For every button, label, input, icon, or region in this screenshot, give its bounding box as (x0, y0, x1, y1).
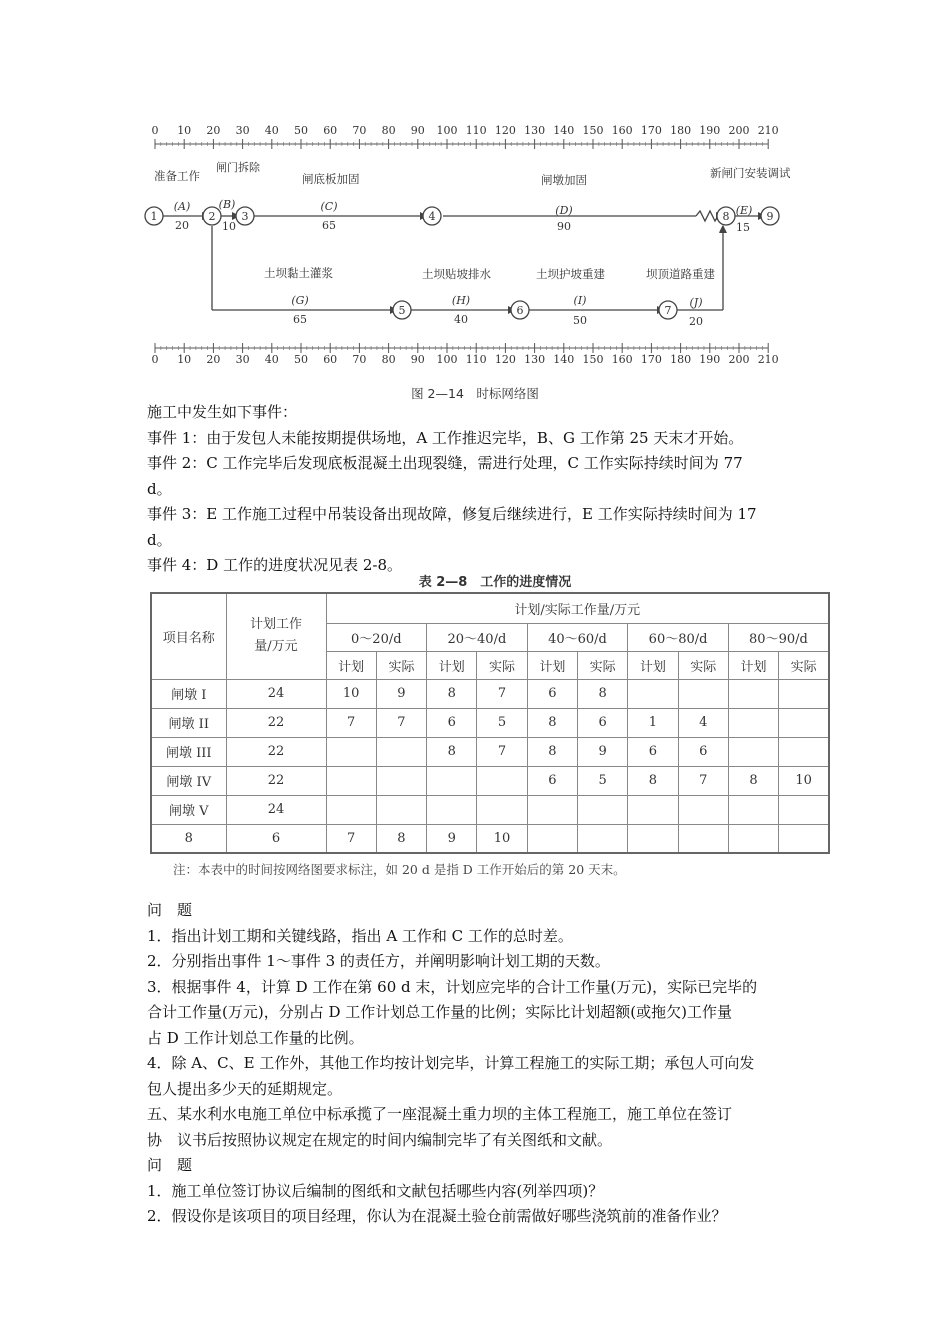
activity-E-duration: 15 (736, 221, 750, 234)
header-plan-actual-group: 计划/实际工作量/万元 (326, 593, 829, 623)
table-cell (477, 795, 527, 824)
activity-A-name: 准备工作 (154, 169, 200, 183)
table-cell (728, 708, 778, 737)
progress-table (150, 592, 830, 854)
table-cell: 5 (477, 708, 527, 737)
axis-tick-label: 150 (582, 353, 604, 366)
row-planned-quantity: 6 (226, 824, 326, 853)
axis-tick-label: 170 (640, 124, 662, 137)
questions-heading: 问 题 (147, 901, 193, 919)
network-node-label: 6 (516, 304, 524, 317)
axis-tick-label: 80 (381, 124, 396, 137)
row-planned-quantity: 22 (226, 708, 326, 737)
activity-G-code: (G) (291, 294, 309, 307)
time-scaled-network-diagram (130, 118, 790, 398)
event-2-line2: d。 (147, 479, 172, 498)
axis-tick-label: 190 (699, 353, 721, 366)
table-cell: 4 (678, 708, 728, 737)
table-cell (728, 824, 778, 853)
table-cell (678, 824, 728, 853)
table-cell: 6 (527, 679, 577, 708)
table-cell: 6 (577, 708, 627, 737)
table-cell: 6 (527, 766, 577, 795)
axis-tick-label: 60 (323, 353, 338, 366)
network-node-label: 2 (208, 210, 216, 223)
table-cell: 7 (477, 679, 527, 708)
table-cell (326, 737, 376, 766)
question-3-line1: 3．根据事件 4，计算 D 工作在第 60 d 末，计划应完毕的合计工作量(万元)，实际已完毕的 (147, 977, 758, 996)
table-cell: 8 (427, 737, 477, 766)
axis-tick-label: 140 (553, 353, 575, 366)
axis-tick-label: 50 (294, 353, 308, 366)
table-cell (326, 795, 376, 824)
period-header: 60～80/d (628, 623, 729, 651)
table-row (151, 737, 829, 766)
activity-G-name: 土坝黏土灌浆 (264, 266, 333, 280)
events-section (147, 400, 817, 579)
period-header: 40～60/d (527, 623, 628, 651)
axis-tick-label: 10 (177, 124, 192, 137)
row-name: 8 (151, 824, 226, 853)
event-3-line2: d。 (147, 530, 172, 549)
sub-header: 计划 (527, 651, 577, 679)
network-node-label: 9 (766, 210, 774, 223)
activity-B-code: (B) (218, 198, 236, 211)
table-cell (728, 737, 778, 766)
table-cell: 6 (628, 737, 678, 766)
table-cell: 6 (427, 708, 477, 737)
question-3-line2: 合计工作量(万元)，分别占 D 工作计划总工作量的比例；实际比计划超额(或拖欠)工作量 (147, 1003, 732, 1021)
activity-I-code: (I) (573, 294, 587, 307)
axis-tick-label: 210 (757, 124, 779, 137)
table-cell (779, 795, 829, 824)
table-cell (527, 824, 577, 853)
activity-D-code: (D) (555, 204, 573, 217)
row-planned-quantity: 24 (226, 679, 326, 708)
axis-tick-label: 70 (352, 353, 367, 366)
network-node-label: 1 (150, 210, 158, 223)
axis-tick-label: 120 (494, 353, 516, 366)
table-cell (577, 795, 627, 824)
table-cell: 7 (678, 766, 728, 795)
table-cell: 7 (326, 824, 376, 853)
table-cell: 7 (376, 708, 426, 737)
axis-tick-label: 130 (524, 124, 546, 137)
activity-C-duration: 65 (322, 219, 336, 232)
axis-tick-label: 150 (582, 124, 604, 137)
axis-tick-label: 200 (728, 124, 750, 137)
table-cell (779, 708, 829, 737)
axis-tick-label: 90 (410, 124, 425, 137)
row-name: 闸墩 I (151, 679, 226, 708)
table-cell: 8 (728, 766, 778, 795)
question-1: 1．指出计划工期和关键线路，指出 A 工作和 C 工作的总时差。 (147, 926, 573, 945)
axis-tick-label: 190 (699, 124, 721, 137)
axis-tick-label: 0 (151, 124, 159, 137)
sub-header: 实际 (577, 651, 627, 679)
table-cell (779, 679, 829, 708)
header-item-name: 项目名称 (151, 593, 226, 679)
table-row (151, 824, 829, 853)
period-header: 80～90/d (728, 623, 829, 651)
table-cell (628, 795, 678, 824)
table-cell (376, 795, 426, 824)
section5-line1: 五、某水利水电施工单位中标承揽了一座混凝土重力坝的主体工程施工，施工单位在签订 (147, 1105, 733, 1123)
activity-B-duration: 10 (222, 220, 236, 233)
activity-D-name: 闸墩加固 (541, 173, 587, 187)
network-node-label: 5 (398, 304, 406, 317)
activity-I-name: 土坝护坡重建 (536, 267, 605, 281)
table-cell: 8 (577, 679, 627, 708)
axis-tick-label: 100 (436, 353, 458, 366)
sub-header: 实际 (678, 651, 728, 679)
sub-header: 计划 (427, 651, 477, 679)
activity-I-duration: 50 (573, 314, 587, 327)
table-cell: 10 (779, 766, 829, 795)
table-cell (678, 795, 728, 824)
table-cell (477, 766, 527, 795)
axis-tick-label: 130 (524, 353, 546, 366)
table-row (151, 679, 829, 708)
table-cell (376, 737, 426, 766)
row-name: 闸墩 II (151, 708, 226, 737)
table-row (151, 708, 829, 737)
table-cell: 5 (577, 766, 627, 795)
row-planned-quantity: 22 (226, 737, 326, 766)
network-node-label: 7 (664, 304, 672, 317)
question-4-line1: 4．除 A、C、E 工作外，其他工作均按计划完毕，计算工程施工的实际工期；承包人可向发 (147, 1054, 755, 1072)
table-cell: 8 (628, 766, 678, 795)
activity-A-code: (A) (173, 200, 191, 213)
axis-tick-label: 0 (151, 353, 159, 366)
table-cell (326, 766, 376, 795)
table-cell: 7 (477, 737, 527, 766)
axis-tick-label: 210 (757, 353, 779, 366)
network-node-label: 3 (241, 210, 249, 223)
axis-tick-label: 20 (206, 124, 221, 137)
row-name: 闸墩 III (151, 737, 226, 766)
activity-A-duration: 20 (175, 219, 189, 232)
table-cell (628, 679, 678, 708)
table-cell (577, 824, 627, 853)
table-row (151, 795, 829, 824)
sub-header: 实际 (779, 651, 829, 679)
table-cell (779, 824, 829, 853)
row-planned-quantity: 24 (226, 795, 326, 824)
sub-header: 计划 (728, 651, 778, 679)
axis-tick-label: 120 (494, 124, 516, 137)
diagram-caption: 图 2—14 时标网络图 (411, 386, 539, 401)
network-node-label: 8 (722, 210, 730, 223)
table-cell (628, 824, 678, 853)
activity-J-name: 坝顶道路重建 (646, 267, 715, 281)
section5-question-2: 2．假设你是该项目的项目经理，你认为在混凝土验仓前需做好哪些浇筑前的准备作业？ (147, 1207, 727, 1225)
event-3-line1: 事件 3：E 工作施工过程中吊装设备出现故障，修复后继续进行，E 工作实际持续时间为 17 (147, 505, 757, 523)
table-caption: 表 2—8 工作的进度情况 (418, 575, 572, 590)
table-cell: 8 (376, 824, 426, 853)
axis-tick-label: 40 (264, 353, 279, 366)
axis-tick-label: 90 (410, 353, 425, 366)
period-header: 20～40/d (427, 623, 528, 651)
activity-J-code: (J) (689, 296, 703, 309)
event-4: 事件 4：D 工作的进度状况见表 2-8。 (147, 556, 403, 574)
row-name: 闸墩 V (151, 795, 226, 824)
question-3-line3: 占 D 工作计划总工作量的比例。 (147, 1028, 364, 1047)
section5-question-1: 1．施工单位签订协议后编制的图纸和文献包括哪些内容(列举四项)？ (147, 1181, 604, 1200)
axis-tick-label: 100 (436, 124, 458, 137)
axis-tick-label: 30 (235, 124, 250, 137)
axis-tick-label: 160 (611, 353, 633, 366)
table-cell: 9 (427, 824, 477, 853)
table-cell: 8 (427, 679, 477, 708)
event-1: 事件 1：由于发包人未能按期提供场地，A 工作推迟完毕，B、G 工作第 25 天末才开始。 (147, 428, 744, 447)
axis-tick-label: 200 (728, 353, 750, 366)
activity-B-name: 闸门拆除 (216, 161, 260, 174)
header-planned-quantity: 计划工作量/万元 (226, 593, 326, 679)
axis-tick-label: 70 (352, 124, 367, 137)
table-cell: 6 (678, 737, 728, 766)
table-cell (376, 766, 426, 795)
table-row (151, 766, 829, 795)
table-cell: 9 (577, 737, 627, 766)
progress-table-wrapper (150, 592, 830, 857)
axis-tick-label: 160 (611, 124, 633, 137)
sub-header: 实际 (376, 651, 426, 679)
sub-header: 实际 (477, 651, 527, 679)
bottom-time-axis (152, 343, 779, 366)
axis-tick-label: 110 (465, 124, 487, 137)
axis-tick-label: 180 (670, 353, 692, 366)
table-note: 注：本表中的时间按网络图要求标注，如 20 d 是指 D 工作开始后的第 20 天末。 (173, 862, 626, 877)
table-cell: 9 (376, 679, 426, 708)
table-cell (527, 795, 577, 824)
row-planned-quantity: 22 (226, 766, 326, 795)
sub-header: 计划 (628, 651, 678, 679)
activity-G-duration: 65 (293, 313, 307, 326)
axis-tick-label: 110 (465, 353, 487, 366)
axis-tick-label: 50 (294, 124, 308, 137)
axis-tick-label: 80 (381, 353, 396, 366)
top-time-axis (152, 124, 779, 149)
table-cell: 1 (628, 708, 678, 737)
activity-E-name: 新闸门安装调试 (710, 166, 790, 180)
activity-C-code: (C) (320, 200, 338, 213)
network-node-label: 4 (428, 210, 436, 223)
row-name: 闸墩 IV (151, 766, 226, 795)
table-cell: 10 (326, 679, 376, 708)
activity-H-duration: 40 (454, 313, 468, 326)
axis-tick-label: 40 (264, 124, 279, 137)
axis-tick-label: 60 (323, 124, 338, 137)
table-cell (427, 766, 477, 795)
axis-tick-label: 10 (177, 353, 192, 366)
table-cell: 8 (527, 708, 577, 737)
table-cell: 7 (326, 708, 376, 737)
axis-tick-label: 180 (670, 124, 692, 137)
activity-E-code: (E) (735, 204, 753, 217)
questions-section (147, 898, 817, 1230)
question-4-line2: 包人提出多少天的延期规定。 (147, 1079, 343, 1098)
axis-tick-label: 30 (235, 353, 250, 366)
table-cell (427, 795, 477, 824)
table-cell (728, 795, 778, 824)
activity-H-code: (H) (451, 294, 471, 307)
period-header: 0～20/d (326, 623, 427, 651)
table-cell (779, 737, 829, 766)
section5-questions-heading: 问 题 (147, 1156, 193, 1174)
table-cell: 10 (477, 824, 527, 853)
activity-H-name: 土坝贴坡排水 (422, 267, 491, 281)
axis-tick-label: 170 (640, 353, 662, 366)
axis-tick-label: 20 (206, 353, 221, 366)
activity-C-name: 闸底板加固 (302, 172, 360, 186)
axis-tick-label: 140 (553, 124, 575, 137)
section5-line2: 协 议书后按照协议规定在规定的时间内编制完毕了有关图纸和文献。 (147, 1130, 613, 1149)
table-cell (728, 679, 778, 708)
table-cell (678, 679, 728, 708)
events-intro: 施工中发生如下事件： (147, 403, 298, 421)
question-2: 2．分别指出事件 1～事件 3 的责任方，并阐明影响计划工期的天数。 (147, 952, 610, 970)
event-2-line1: 事件 2：C 工作完毕后发现底板混凝土出现裂缝，需进行处理，C 工作实际持续时间为 77 (147, 454, 743, 472)
activity-J-duration-value: 20 (689, 315, 703, 328)
sub-header: 计划 (326, 651, 376, 679)
table-cell: 8 (527, 737, 577, 766)
activity-D-duration: 90 (557, 220, 571, 233)
